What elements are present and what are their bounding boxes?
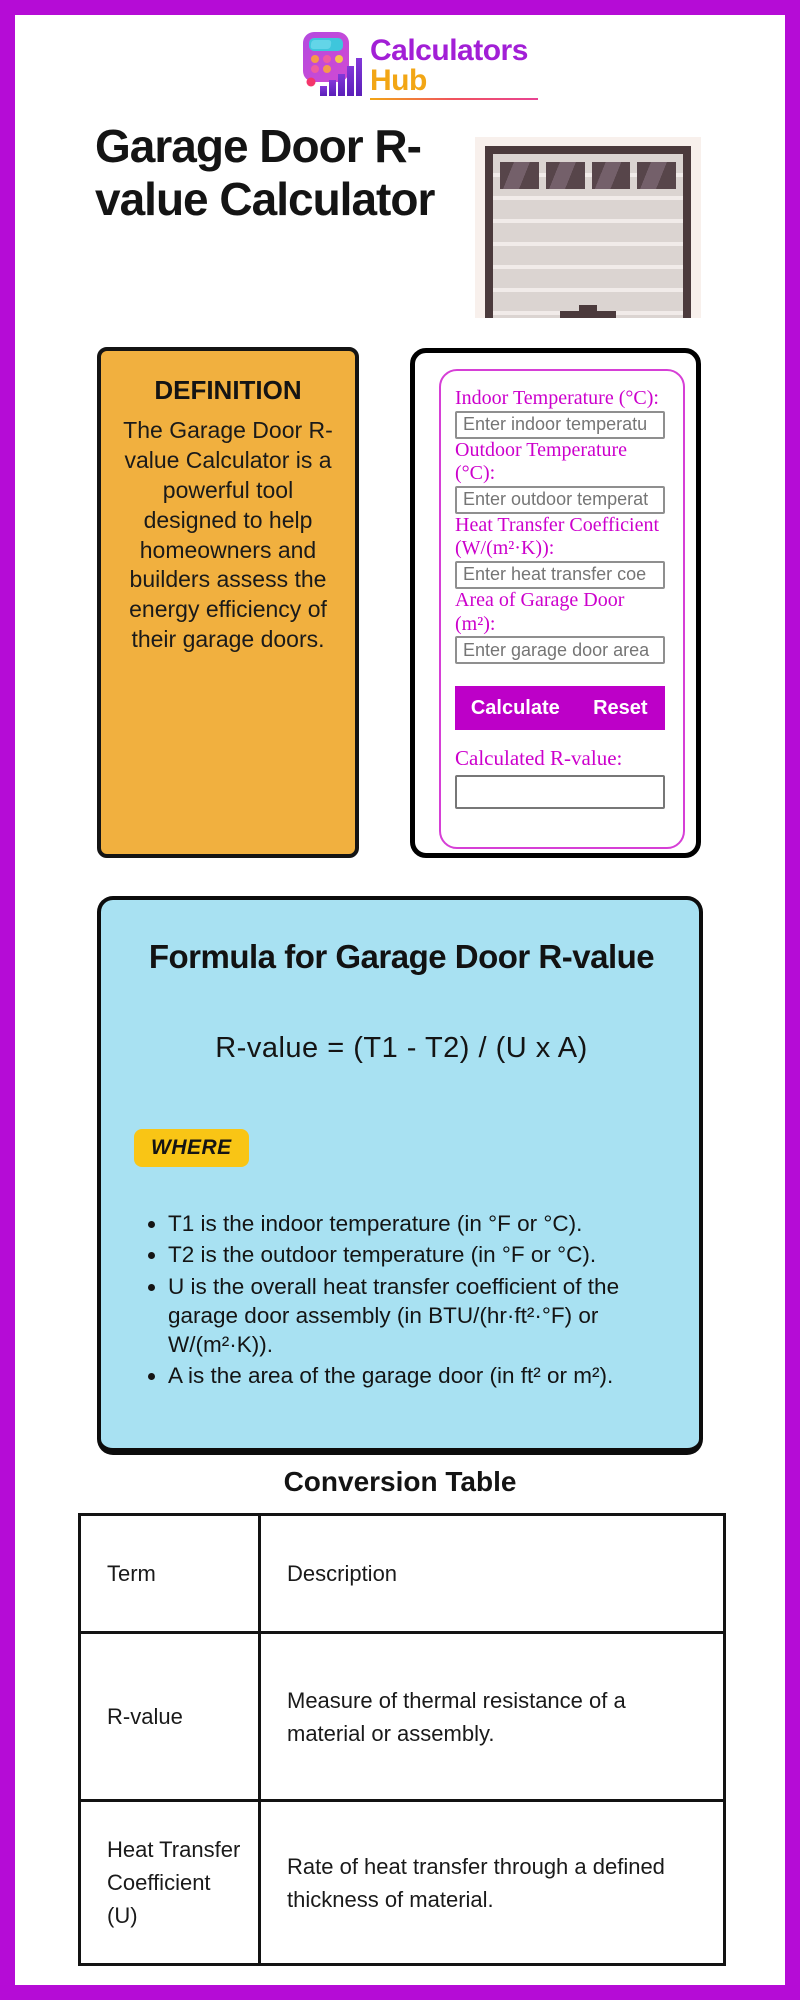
formula-heading: Formula for Garage Door R-value (148, 938, 655, 975)
calculate-button[interactable]: Calculate (455, 686, 576, 730)
brand-underline (370, 98, 538, 100)
column-header-description: Description (260, 1515, 725, 1633)
page-title: Garage Door R-value Calculator (95, 120, 435, 225)
formula-bullet: • U is the overall heat transfer coefficient of the garage door assembly (in BTU/(hr·ft²·°F) or W/(m²·K)). (168, 1272, 669, 1360)
table-row (80, 1801, 725, 1965)
description-cell: Measure of thermal resistance of a material or assembly. (260, 1633, 725, 1801)
garage-window-icon (637, 162, 676, 189)
form-button-bar (455, 686, 665, 730)
garage-door-area-input[interactable] (455, 636, 665, 664)
definition-heading: DEFINITION (154, 375, 302, 405)
garage-window-icon (546, 162, 585, 189)
conversion-table-heading: Conversion Table (283, 1466, 517, 1497)
term-cell: Heat Transfer Coefficient (U) (80, 1801, 260, 1965)
indoor-temperature-label: Indoor Temperature (°C): (455, 387, 659, 409)
formula-equation: R-value = (T1 - T2) / (U x A) (215, 1032, 588, 1064)
garage-door-panel (485, 146, 691, 318)
heat-transfer-coefficient-input[interactable] (455, 561, 665, 589)
formula-bullet: • T2 is the outdoor temperature (in °F or °C). (168, 1240, 669, 1269)
table-row (80, 1633, 725, 1801)
reset-button[interactable]: Reset (576, 686, 665, 730)
calculator-barchart-icon (300, 30, 362, 98)
garage-window-icon (592, 162, 631, 189)
conversion-table (78, 1513, 726, 1966)
calculated-rvalue-label: Calculated R-value: (455, 746, 623, 771)
calculator-widget (410, 348, 701, 858)
formula-bullet-list (134, 1209, 669, 1391)
where-badge: WHERE (134, 1129, 249, 1167)
formula-bullet: • T1 is the indoor temperature (in °F or °C). (168, 1209, 669, 1238)
formula-bullet: • A is the area of the garage door (in ft² or m²). (168, 1361, 669, 1390)
outdoor-temperature-input[interactable] (455, 486, 665, 514)
garage-window-icon (500, 162, 539, 189)
calculated-rvalue-output[interactable] (455, 775, 665, 809)
heat-transfer-coefficient-label: Heat Transfer Coefficient (W/(m²·K)): (455, 513, 660, 560)
garage-door-handle-icon (560, 311, 616, 318)
outdoor-temperature-label: Outdoor Temperature (°C): (455, 438, 628, 485)
garage-door-illustration (475, 137, 701, 318)
definition-body: The Garage Door R-value Calculator is a powerful tool designed to help homeowners and builders assess the energy efficiency of their garage doors. (123, 417, 333, 653)
term-cell: R-value (80, 1633, 260, 1801)
garage-door-windows (500, 162, 676, 189)
column-header-term: Term (80, 1515, 260, 1633)
indoor-temperature-input[interactable] (455, 411, 665, 439)
brand-name-bottom: Hub (370, 64, 427, 97)
description-cell: Rate of heat transfer through a defined thickness of material. (260, 1801, 725, 1965)
calculator-form (439, 369, 685, 849)
calculators-hub-logo (300, 30, 538, 100)
definition-card (97, 347, 359, 858)
garage-door-area-label: Area of Garage Door (m²): (455, 588, 625, 635)
brand-name-top: Calculators (370, 34, 528, 67)
table-header-row (80, 1515, 725, 1633)
logo-wordmark (370, 30, 538, 100)
formula-card (97, 896, 703, 1455)
